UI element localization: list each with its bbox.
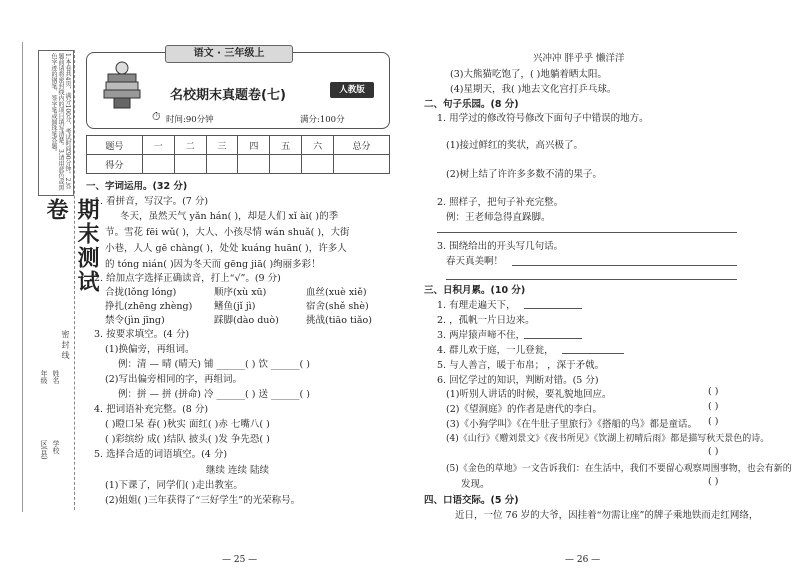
score-cell: 五 bbox=[270, 136, 302, 155]
s-question-1: 1. 用学过的修改符号修改下面句子中错误的地方。 bbox=[437, 113, 649, 124]
d-item-6: 6. 回忆学过的知识，判断对错。(5 分) bbox=[437, 375, 599, 386]
book-stack-icon bbox=[94, 60, 150, 112]
s2-example: 例：王老师急得直跺脚。 bbox=[446, 212, 551, 223]
q2-item: 血丝(xuè xiě) bbox=[306, 287, 367, 298]
answer-line[interactable] bbox=[437, 232, 737, 233]
s3-opening: 春天真美啊！ bbox=[446, 256, 504, 267]
judge-item-3: (3)《小狗学叫》《在牛肚子里旅行》《搭船的鸟》都是童话。 bbox=[446, 419, 697, 430]
score-input[interactable] bbox=[302, 155, 334, 174]
section-1-heading: 一、字词运用。(32 分) bbox=[86, 181, 188, 192]
d-item-4: 4. 群儿欢于庭，一儿登瓮， bbox=[437, 345, 554, 356]
judge-box[interactable]: ( ) bbox=[708, 386, 719, 397]
q1-line-b: 节。雪花 fēi wǔ( )，大人、小孩尽情 wán shuǎ( )，大街 bbox=[105, 227, 350, 238]
q1-line-c: 小巷，人人 gē chàng( )，处处 kuáng huān( )，许多人 bbox=[105, 243, 347, 254]
score-table-row bbox=[87, 136, 390, 155]
exam-time: 时间:90分钟 bbox=[166, 115, 214, 125]
page-number-right: — 26 — bbox=[565, 555, 601, 565]
q1-line-d: 的 tóng nián( )因为冬天而 gēng jiā( )绚丽多彩！ bbox=[105, 259, 321, 270]
q3-part-2-example: 例：拼 — 拼 (拼命) 冷 ______( ) 送 ______( ) bbox=[118, 389, 310, 400]
judge-item-1: (1)听别人讲话的时候，要礼貌地回应。 bbox=[446, 389, 612, 400]
answer-line[interactable] bbox=[562, 353, 624, 354]
fill-item-4: (4)星期天，我( )地去文化宫打乒乓球。 bbox=[450, 84, 617, 95]
answer-line[interactable] bbox=[512, 265, 737, 266]
judge-item-4: (4)《山行》《赠刘景文》《夜书所见》《饮湖上初晴后雨》都是描写秋天景色的诗。 bbox=[446, 434, 770, 444]
d-item-2: 2. ，孤帆一片日边来。 bbox=[437, 315, 535, 326]
answer-line[interactable] bbox=[524, 338, 582, 339]
q5-item-1: (1)下课了，同学们( )走出教室。 bbox=[105, 480, 243, 491]
s1-item-1: (1)接过鲜红的奖状，高兴极了。 bbox=[446, 140, 583, 151]
edition-badge: 人教版 bbox=[330, 82, 374, 98]
q1-line-a: 冬天，虽然天气 yǎn hán( )，却是人们 xǐ ài( )的季 bbox=[120, 211, 339, 222]
s-question-3: 3. 围绕给出的开头写几句话。 bbox=[437, 241, 564, 252]
grade-tab: 语文 · 三年级上 bbox=[165, 45, 293, 63]
q2-item: 挣扎(zhēng zhèng) bbox=[105, 301, 193, 312]
judge-item-2: (2)《望洞庭》的作者是唐代的李白。 bbox=[446, 404, 602, 415]
score-cell: 六 bbox=[302, 136, 334, 155]
seal-line-label: 密 封 线 bbox=[61, 330, 70, 360]
q3-part-1: (1)换偏旁，再组词。 bbox=[105, 344, 195, 355]
d-item-3: 3. 两岸猿声啼不住， bbox=[437, 330, 526, 341]
q2-item: 鳍鱼(jǐ jì) bbox=[214, 301, 256, 312]
judge-item-5: (5)《金色的草地》一文告诉我们：在生活中，我们不要留心观察周围事物，也会有新的 bbox=[446, 464, 792, 474]
judge-box[interactable]: ( ) bbox=[708, 416, 719, 427]
clock-icon: ⏱ bbox=[152, 110, 161, 123]
d-item-5: 5. 与人善言，暖于布帛； ，深于矛戟。 bbox=[437, 360, 605, 371]
page-number-left: — 25 — bbox=[222, 555, 258, 565]
q2-item: 踩脚(dào duò) bbox=[214, 315, 279, 326]
score-cell: 三 bbox=[206, 136, 238, 155]
sidebar-brand: 期末测试卷 bbox=[43, 198, 99, 294]
q2-item: 禁令(jìn jīng) bbox=[105, 315, 165, 326]
score-input[interactable] bbox=[174, 155, 206, 174]
judge-box[interactable]: ( ) bbox=[708, 401, 719, 412]
score-input[interactable] bbox=[206, 155, 238, 174]
field-name: 姓名 bbox=[52, 370, 60, 384]
score-input[interactable] bbox=[142, 155, 174, 174]
oral-passage: 近日，一位 76 岁的大爷，因挂着“勿需让座”的牌子乘地铁而走红网络， bbox=[455, 510, 759, 521]
score-table-row bbox=[87, 155, 390, 174]
exam-full-score: 满分:100分 bbox=[300, 115, 345, 125]
answer-line[interactable] bbox=[446, 279, 737, 280]
q3-part-1-example: 例：清 — 晴 (晴天) 铺 ______( ) 饮 ______( ) bbox=[118, 359, 310, 370]
question-4: 4. 把词语补充完整。(8 分) bbox=[94, 404, 209, 415]
field-school: 学校 bbox=[52, 440, 60, 454]
score-input[interactable] bbox=[270, 155, 302, 174]
q5-word-options: 继续 连续 陆续 bbox=[206, 465, 270, 476]
score-cell: 得分 bbox=[87, 155, 143, 174]
q2-item: 宿舍(shě shè) bbox=[306, 301, 369, 312]
s-question-2: 2. 照样子，把句子补充完整。 bbox=[437, 197, 564, 208]
q4-row: ( )彩缤纷 成( )结队 披头( )发 争先恐( ) bbox=[105, 434, 270, 445]
score-cell: 题号 bbox=[87, 136, 143, 155]
q5-item-2: (2)姐姐( )三年获得了“三好学生”的光荣称号。 bbox=[105, 495, 301, 506]
q3-part-2: (2)写出偏旁相同的字，再组词。 bbox=[105, 374, 242, 385]
sidebar-notes: 1.本卷共4页，满分100分，考试时间90分钟。2.答题前请将密封线内的项目填写清楚。3.请用蓝色或黑色字迹的钢笔、签字笔或圆珠笔答题。 bbox=[38, 50, 74, 196]
question-3: 3. 按要求填空。(4 分) bbox=[94, 329, 190, 340]
score-cell: 四 bbox=[238, 136, 270, 155]
answer-line[interactable] bbox=[524, 308, 582, 309]
score-input[interactable] bbox=[334, 155, 390, 174]
score-cell: 总分 bbox=[334, 136, 390, 155]
d-item-1: 1. 有理走遍天下， bbox=[437, 300, 516, 311]
question-1: 1. 看拼音，写汉字。(7 分) bbox=[94, 196, 209, 207]
section-4-heading: 四、口语交际。(5 分) bbox=[424, 495, 519, 506]
exam-title: 名校期末真题卷(七) bbox=[170, 88, 286, 103]
q2-item: 顺序(xù xū) bbox=[214, 287, 267, 298]
section-3-heading: 三、日积月累。(10 分) bbox=[424, 285, 526, 296]
score-table bbox=[86, 135, 390, 174]
score-input[interactable] bbox=[238, 155, 270, 174]
score-cell: 一 bbox=[142, 136, 174, 155]
word-options: 兴冲冲 胖乎乎 懒洋洋 bbox=[533, 53, 625, 64]
q2-item: 合拢(lǒng lóng) bbox=[105, 287, 177, 298]
judge-item-5-cont: 发现。 bbox=[461, 479, 490, 490]
field-district: 区(县) bbox=[40, 440, 48, 460]
q2-item: 挑战(tiāo tiǎo) bbox=[306, 315, 372, 326]
section-2-heading: 二、句子乐园。(8 分) bbox=[424, 99, 519, 110]
question-5: 5. 选择合适的词语填空。(4 分) bbox=[94, 449, 228, 460]
field-grade: 年级 bbox=[40, 370, 48, 384]
judge-box[interactable]: ( ) bbox=[708, 446, 719, 457]
judge-box[interactable]: ( ) bbox=[708, 476, 719, 487]
fill-item-3: (3)大熊猫吃饱了，( )地躺着晒太阳。 bbox=[450, 69, 607, 80]
score-cell: 二 bbox=[174, 136, 206, 155]
question-2: 2. 给加点字选择正确读音，打上“√”。(9 分) bbox=[94, 273, 281, 284]
s1-item-2: (2)树上结了许许多多数不清的果子。 bbox=[446, 169, 602, 180]
q4-row: ( )瞪口呆 春( )秋实 面红( )赤 七嘴八( ) bbox=[105, 419, 270, 430]
seal-dash-line bbox=[74, 50, 75, 510]
